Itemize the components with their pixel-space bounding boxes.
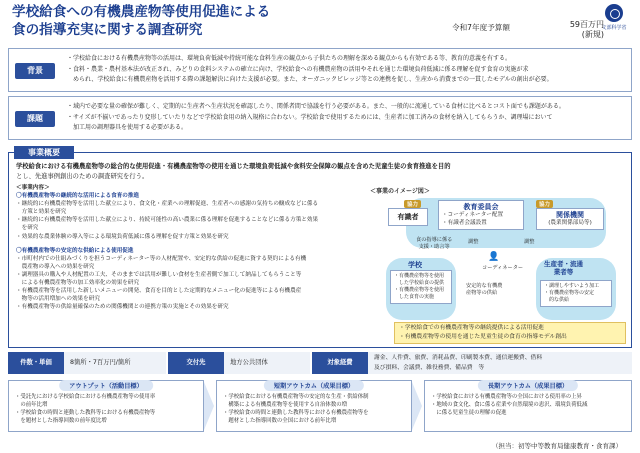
long-outcome-line: ・地域の食文化、食に係る産業や自然環境の恵沢、環境負荷低減	[431, 402, 588, 408]
related-org-sub: (農業関係部局等)	[548, 220, 592, 226]
output-line: ・学校給食の時間と連動した教科等における有機農産物等	[15, 410, 156, 416]
content-list	[16, 184, 376, 311]
section2-line: ・有機農産物等の供給量確保のための関係機関との連携方策の実施とその効果を研究	[16, 304, 229, 311]
section2-line: ・有機農産物等を活用した新しいメニューの開発、食育を目的とした定期的なメニュー化の促進等による有機農産	[16, 288, 302, 295]
arrow-icon	[204, 382, 214, 430]
expense-value	[368, 352, 632, 374]
arrow-icon	[412, 382, 422, 430]
short-outcome-box	[216, 380, 412, 432]
footer-contact: （担当：初等中等教育局健康教育・食育課）	[492, 442, 622, 450]
section2-title: 〇有機農産物等の安定的な供給による使用促進	[16, 247, 134, 254]
amount-note: (新規)	[581, 30, 604, 39]
producer-title: 生産者・流通 業者等	[544, 260, 583, 276]
background-text	[67, 54, 625, 86]
issues-section	[8, 96, 632, 140]
support-note: 食の指導に係る 支援・助言等	[416, 237, 453, 250]
section1-line: 方策と効果を研究	[16, 209, 67, 216]
section1-line: を研究	[16, 225, 39, 232]
related-org-title: 関係機関	[556, 211, 584, 219]
intro-line: 学校給食における有機農産物等の総合的な使用促進・有機農産物等の使用を通じた環境負荷低減や食料安全保障の観点を含めた児童生徒の食育推進を目的	[16, 163, 451, 170]
short-outcome-line: 題材とした指導回数の全国における前年比増	[223, 418, 337, 424]
short-outcome-text	[223, 393, 407, 425]
background-section	[8, 48, 632, 92]
section2-line: による有機農産物等の加工効率化の効果を研究	[16, 280, 140, 287]
highlight-line: ・学校給食での有機農産物等の継続提供による活用促進	[399, 325, 544, 331]
supply-note: 安定的な有機農 産物等の供給	[466, 283, 503, 296]
count-label: 件数・単価	[8, 352, 64, 374]
short-outcome-line: ・学校給食における有機農産物等の安定的な生産・供給体制	[223, 394, 369, 400]
producer-items: ・調理しやすいよう加工 ・有機農産物等の安定 的な供給	[540, 280, 612, 307]
short-outcome-title: 短期アウトカム（成果目標）	[264, 380, 364, 391]
output-line: を題材とした指導回数の前年度比増	[15, 418, 107, 424]
issues-line: 加工用の調理器具を使用する必要がある。	[67, 124, 188, 131]
related-org-box	[536, 208, 604, 230]
section1-line: ・継続的に有機農産物等を活用した献立により、持続可能性の高い農業に係る理解を促進することなどに係る方策と効果	[16, 217, 319, 224]
edu-board-title: 教育委員会	[463, 203, 499, 211]
logo-caption: 文部科学省	[601, 25, 627, 31]
amount-value: 59百万円	[569, 20, 604, 29]
diagram-title: ＜事業のイメージ図＞	[370, 188, 430, 195]
section1-title: 〇有機農産物等の継続的な活用による食育の推進	[16, 193, 140, 200]
long-outcome-line: ・学校給食における有機農産物等の全国における使用率の上昇	[431, 394, 582, 400]
highlight-line: ・有機農産物等の使用を通じた児童生徒の食育の指導モデル創出	[399, 334, 567, 340]
background-line: められ、学校給食に有機農産物を活用する際の課題解決に向けた支援が必要。また、オーガニックビレッジ等との連携を促し、生産から消費までの一貫したモデルの創出が必要。	[67, 76, 553, 83]
long-outcome-text	[431, 393, 627, 417]
section1-line: ・効果的な農業体験の導入等による環境負荷低減に係る理解を促す方策と効果を研究	[16, 233, 229, 240]
background-label: 背景	[15, 63, 55, 79]
page-title	[12, 4, 270, 39]
section2-line: 農産物の導入への効果を研究	[16, 263, 95, 270]
collab-badge: 協力	[536, 200, 553, 208]
issues-text	[67, 102, 625, 134]
section2-line: 物等の活用増加への効果を研究	[16, 296, 100, 303]
section2-line: ・調理器具の購入や人材配置の工夫、そのままでは活用が難しい食材を生産者側で加工して納品してもらうこと等	[16, 271, 302, 278]
expense-label: 対象経費	[312, 352, 368, 374]
section2-line: ・市町村内での仕組みづくりを担うコーディネーター等の人材配置や、安定的な供給の促進に資する契約による有機	[16, 255, 307, 262]
title-line-2: 食の指導充実に関する調査研究	[12, 21, 203, 38]
short-outcome-line: 構築による有機農産物等を使用する自治体数の増	[223, 402, 347, 408]
issues-line: ・サイズが不揃いであったり変形していたりなどで学校給食用の納入規格に合わない。学校給食で使用するためには、生産者に加工済みの食材を納入してもらうか、調理場において	[67, 113, 553, 121]
content-title: ＜事業内容＞	[16, 185, 50, 191]
concept-diagram	[386, 186, 622, 344]
section1-line: ・継続的に有機農産物等を活用した献立により、食文化・産業への理解促進、生産者への感謝の気持ちの醸成などに係る	[16, 201, 319, 208]
short-outcome-line: ・学校給食の時間と連動した教科等における有機農産物等を	[223, 410, 369, 416]
budget-label: 令和7年度予算額	[452, 23, 510, 32]
coordinator-label: コーディネーター	[482, 265, 524, 271]
long-outcome-box	[424, 380, 632, 432]
edu-board-box	[438, 200, 524, 230]
expense-line: 及び損料、会議費、雑役務費、備品費 等	[374, 365, 485, 371]
ministry-emblem-icon	[605, 4, 623, 22]
output-line: の前年比増	[15, 402, 48, 408]
school-title: 学校	[408, 261, 422, 269]
grantee-label: 交付先	[168, 352, 224, 374]
overview-intro	[16, 162, 616, 181]
issues-label: 課題	[15, 111, 55, 127]
output-line: ・受託先における学校給食における有機農産物等の使用率	[15, 394, 156, 400]
ministry-logo	[596, 4, 632, 31]
adjust-note: 調整	[524, 239, 535, 245]
background-line: ・学校給食における有機農産物等の活用は、環境負荷低減や持続可能な食料生産の観点から子供たちの理解を深める観点からも有効である等、教育的意義を有する。	[67, 55, 512, 62]
collab-badge: 協力	[404, 200, 421, 208]
diagram-highlight	[394, 322, 626, 344]
output-box	[8, 380, 204, 432]
school-items: ・有機農産物等を使用 した学校給食の提供 ・有機農産物等を使用 した食育の実施	[390, 270, 452, 304]
adjust-note: 調整	[468, 239, 479, 245]
issues-line: ・域内で必要な量の確保が難しく、定期的に生産者へ生産状況を確認したり、関係者間で協議を行う必要がある。また、一般的に流通している食材に比べるとコスト面でも課題がある。	[67, 103, 565, 110]
count-value: 8箇所・7百万円/箇所	[64, 352, 166, 374]
expert-box: 有識者	[388, 208, 428, 226]
person-icon: 👤	[488, 252, 500, 262]
output-text	[15, 393, 199, 425]
overview-heading: 事業概要	[14, 146, 74, 159]
edu-board-note: ・コーディネーター配置 ・有識者会議設置	[442, 212, 504, 226]
long-outcome-title: 長期アウトカム（成果目標）	[478, 380, 578, 391]
output-title: アウトプット（活動目標）	[59, 380, 153, 391]
info-table	[8, 352, 632, 374]
title-line-1: 学校給食への有機農産物等使用促進による	[12, 4, 271, 20]
expense-line: 謝金、人件費、旅費、消耗品費、印刷製本費、通信運搬費、借料	[374, 355, 543, 361]
grantee-value: 地方公共団体	[224, 352, 310, 374]
background-line: ・食料・農業・農村基本法が改正され、みどりの食料システムの確立に向け、学校給食への有機農産物の活用やそれを通じた環境負荷低減に係る理解を促す食育の実施が求	[67, 65, 529, 73]
intro-line: とし、先進事例創出のための調査研究を行う。	[16, 172, 149, 180]
long-outcome-line: に係る児童生徒の理解の促進	[431, 410, 507, 416]
